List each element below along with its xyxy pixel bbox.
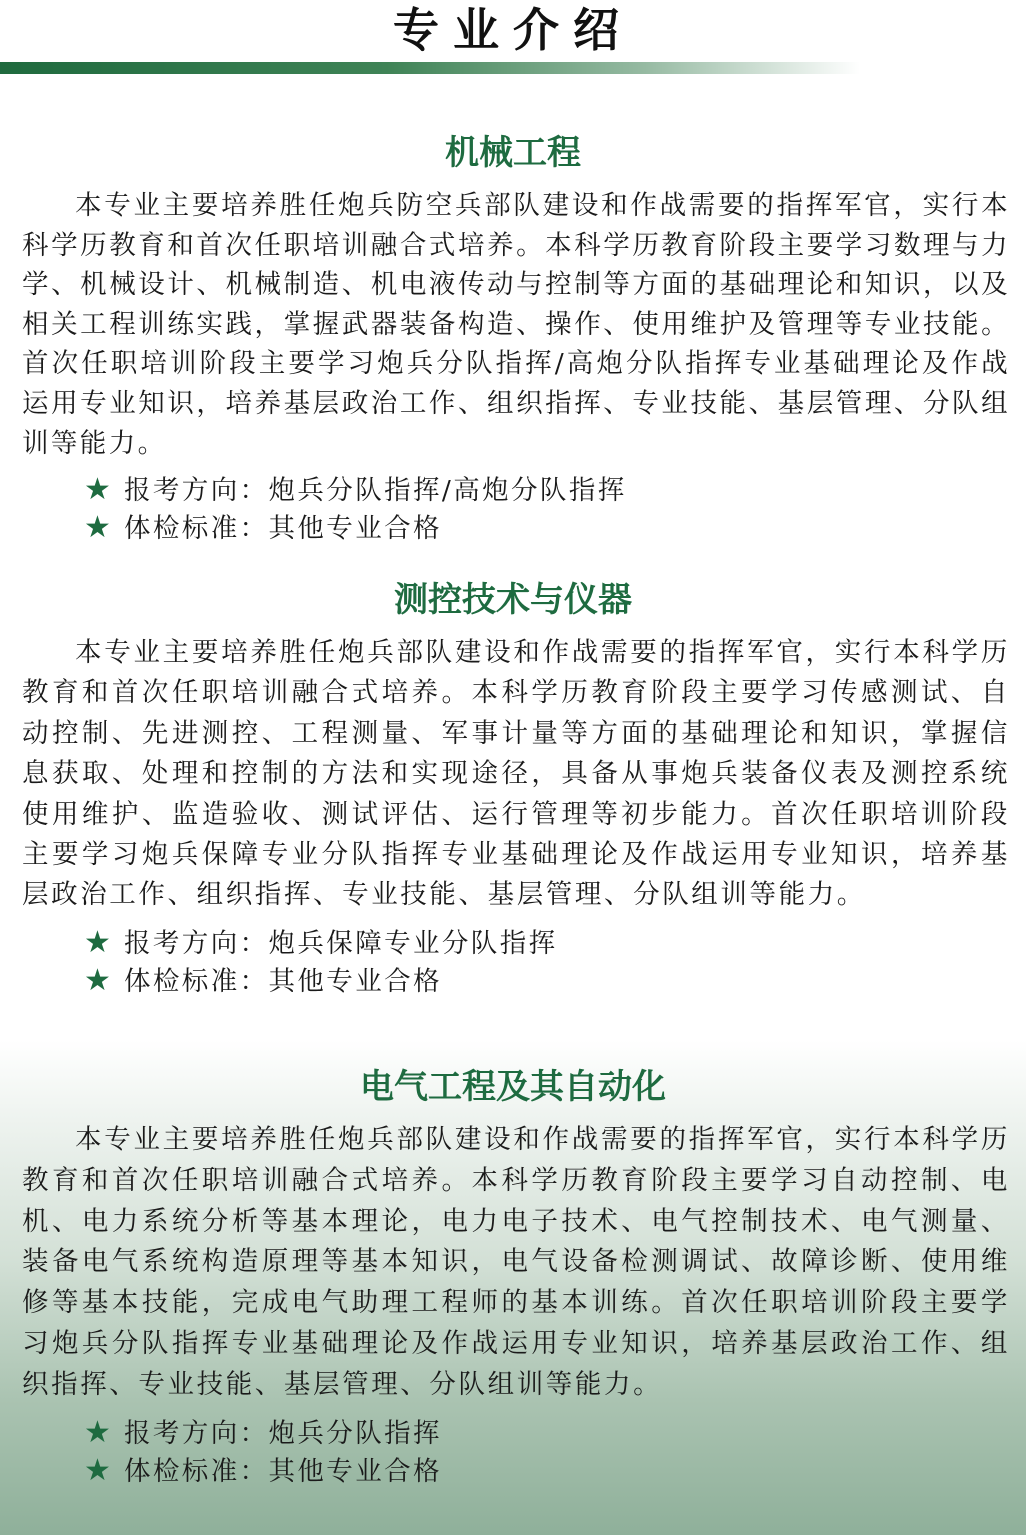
star-icon: ★ [84,472,114,508]
item-value: 炮兵分队指挥 [268,1417,442,1449]
section-title: 测控技术与仪器 [394,580,632,620]
section-description: 本专业主要培养胜任炮兵部队建设和作战需要的指挥军官，实行本科学历教育和首次任职培训融合式培养。本科学历教育阶段主要学习自动控制、电机、电力系统分析等基本理论，电力电子技术、电气控制技术、电气测量、装备电气系统构造原理等基本知识，电气设备检测调试、故障诊断、使用维修等基本技能，完成电气助理工程师的基本训练。首次任职培训阶段主要学习炮兵分队指挥专业基础理论及作战运用专业知识，培养基层政治工作、组织指挥、专业技能、基层管理、分队组训等能力。 [22,1124,1010,1400]
item-label: 体检标准： [124,513,269,545]
section-description: 本专业主要培养胜任炮兵部队建设和作战需要的指挥军官，实行本科学历教育和首次任职培训融合式培养。本科学历教育阶段主要学习传感测试、自动控制、先进测控、工程测量、军事计量等方面的基础理论和知识，掌握信息获取、处理和控制的方法和实现途径，具备从事炮兵装备仪表及测控系统使用维护、监造验收、测试评估、运行管理等初步能力。首次任职培训阶段主要学习炮兵保障专业分队指挥专业基础理论及作战运用专业知识，培养基层政治工作、组织指挥、专业技能、基层管理、分队组训等能力。 [22,637,1010,911]
section-electrical-engineering [0,1062,1026,1490]
item-value: 炮兵分队指挥/高炮分队指挥 [268,475,627,507]
section-description: 本专业主要培养胜任炮兵防空兵部队建设和作战需要的指挥军官，实行本科学历教育和首次任职培训融合式培养。本科学历教育阶段主要学习数理与力学、机械设计、机械制造、机电液传动与控制等方面的基础理论和知识，以及相关工程训练实践，掌握武器装备构造、操作、使用维护及管理等专业技能。首次任职培训阶段主要学习炮兵分队指挥/高炮分队指挥专业基础理论及作战运用专业知识，培养基层政治工作、组织指挥、专业技能、基层管理、分队组训等能力。 [22,190,1010,459]
item-label: 体检标准： [124,1455,269,1487]
item-label: 体检标准： [124,965,269,997]
item-value: 炮兵保障专业分队指挥 [268,927,558,959]
list-item-physical-standard [0,1452,1026,1490]
star-icon: ★ [84,924,114,960]
list-item-application-direction [0,1414,1026,1452]
item-value: 其他专业合格 [268,965,442,997]
section-title: 机械工程 [445,133,581,173]
star-icon: ★ [84,1452,114,1488]
star-icon: ★ [84,510,114,546]
list-item-physical-standard [0,509,1026,547]
list-item-application-direction [0,471,1026,509]
item-value: 其他专业合格 [268,513,442,545]
page-title: 专业介绍 [393,3,633,57]
star-icon: ★ [84,1414,114,1450]
item-label: 报考方向： [124,927,269,959]
item-label: 报考方向： [124,475,269,507]
section-measurement-control [0,575,1026,1000]
list-item-physical-standard [0,962,1026,1000]
item-label: 报考方向： [124,1417,269,1449]
star-icon: ★ [84,962,114,998]
section-mechanical-engineering [0,128,1026,547]
title-divider [0,62,860,74]
item-value: 其他专业合格 [268,1455,442,1487]
section-title: 电气工程及其自动化 [360,1067,666,1107]
list-item-application-direction [0,924,1026,962]
